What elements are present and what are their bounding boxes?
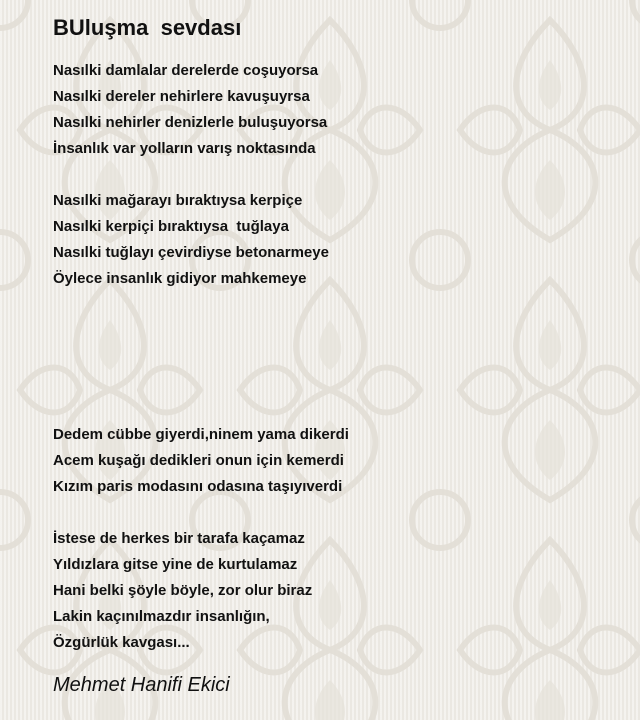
poem-line: Nasılki tuğlayı çevirdiyse betonarmeye (53, 244, 329, 261)
stanza-3 (53, 422, 613, 500)
poem-line: Öylece insanlık gidiyor mahkemeye (53, 270, 307, 287)
stanza-gap (53, 500, 613, 526)
poem-line: Yıldızlara gitse yine de kurtulamaz (53, 556, 298, 573)
poem-line: Dedem cübbe giyerdi,ninem yama dikerdi (53, 426, 349, 443)
stanza-4 (53, 526, 613, 656)
poem-line: Nasılki mağarayı bıraktıysa kerpiçe (53, 192, 303, 209)
stanza-2 (53, 188, 613, 292)
poem-line: Kızım paris modasını odasına taşıyıverdi (53, 478, 343, 495)
poem-line: Nasılki kerpiçi bıraktıysa tuğlaya (53, 218, 289, 235)
poem-line: Nasılki dereler nehirlere kavuşuyrsa (53, 88, 310, 105)
stanza-gap-large (53, 292, 613, 422)
poem-line: Acem kuşağı dedikleri onun için kemerdi (53, 452, 344, 469)
poem-line: Özgürlük kavgası... (53, 634, 190, 651)
poem-line: Lakin kaçınılmazdır insanlığın, (53, 608, 270, 625)
poem-line: İstese de herkes bir tarafa kaçamaz (53, 530, 305, 547)
poem-line: Hani belki şöyle böyle, zor olur biraz (53, 582, 313, 599)
poem-line: Nasılki nehirler denizlerle buluşuyorsa (53, 114, 328, 131)
stanza-gap (53, 162, 613, 188)
poem-line: İnsanlık var yolların varış noktasında (53, 140, 316, 157)
poem-line: Nasılki damlalar derelerde coşuyorsa (53, 62, 319, 79)
poem-container (53, 14, 613, 698)
poem-author: Mehmet Hanifi Ekici (53, 674, 230, 696)
poem-title: BUluşma sevdası (53, 15, 242, 40)
stanza-1 (53, 58, 613, 162)
